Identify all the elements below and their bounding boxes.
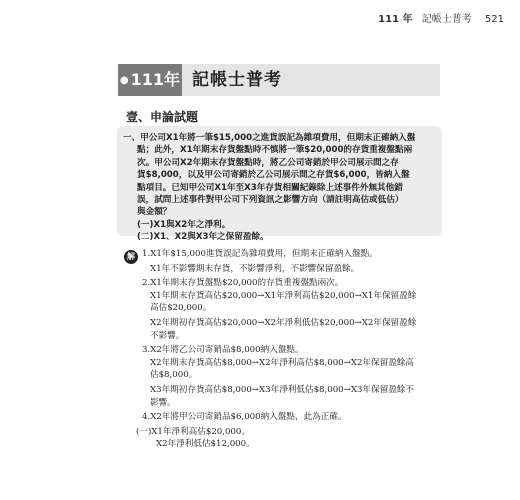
question-line: 貨$8,000，以及甲公司寄銷於乙公司展示間之存貨$6,000，皆納入盤 bbox=[137, 170, 410, 181]
question-line: 誤，試問上述事件對甲公司下列資訊之影響方向（請註明高估或低估） bbox=[137, 195, 404, 206]
answer-line: 不影響。 bbox=[150, 330, 185, 341]
answer-body bbox=[136, 248, 442, 451]
question-box bbox=[117, 126, 442, 243]
question-line: 一、甲公司X1年將一筆$15,000之進貨誤記為雜項費用，但期末正確納入盤 bbox=[123, 133, 416, 143]
question-line: 點；此外，X1年期末存貨盤點時不慎將一筆$20,000的存貨重複盤點兩 bbox=[137, 145, 413, 156]
answer-line: X1年不影響期末存貨，不影響淨利，不影響保留盈餘。 bbox=[150, 263, 360, 274]
answer-line: 影響。 bbox=[150, 397, 176, 408]
answer-line: X2年期末存貨高估$8,000→X2年淨利高估$8,000→X2年保留盈餘高 bbox=[150, 357, 414, 368]
title-year-badge bbox=[118, 64, 182, 96]
answer-line: 3.X2年將乙公司寄銷品$8,000納入盤點。 bbox=[142, 345, 304, 356]
answer-line: X3年期初存貨高估$8,000→X3年淨利低估$8,000→X3年保留盈餘不 bbox=[150, 384, 414, 395]
answer-badge: 解 bbox=[124, 250, 138, 264]
running-header-subject: 記帳士普考 bbox=[421, 14, 472, 25]
running-header bbox=[378, 10, 504, 25]
page-title: 記帳士普考 bbox=[192, 70, 282, 90]
page-number: 521 bbox=[484, 14, 504, 25]
question-line: 次。甲公司X2年期末存貨盤點時，將乙公司寄銷於甲公司展示間之存 bbox=[137, 157, 399, 168]
answer-sub-item: (一)X1年淨利高估$20,000。 bbox=[136, 426, 250, 437]
answer-line: X2年淨利低估$12,000。 bbox=[156, 439, 255, 450]
bullet-dot-icon: ● bbox=[119, 74, 129, 86]
answer-line: X1年期末存貨高估$20,000→X1年淨利高估$20,000→X1年保留盈餘 bbox=[150, 290, 417, 301]
section-heading: 壹、申論試題 bbox=[126, 110, 199, 124]
question-line: 與金額？ bbox=[137, 207, 172, 218]
running-header-year: 111 年 bbox=[378, 14, 413, 25]
answer-line: 高估$20,000。 bbox=[150, 303, 212, 314]
question-sub-item: (一)X1與X2年之淨利。 bbox=[137, 219, 231, 230]
answer-line: 4.X2年將甲公司寄銷品$6,000納入盤點，此為正確。 bbox=[142, 412, 347, 423]
title-year: 111年 bbox=[130, 70, 181, 89]
question-line: 點項目。已知甲公司X1年至X3年存貨相關紀錄除上述事件外無其他錯 bbox=[137, 182, 403, 193]
answer-line: 2.X1年期末存貨盤點$20,000的存貨重複盤點兩次。 bbox=[142, 278, 344, 289]
answer-line: 1.X1年$15,000進貨誤記為雜項費用，但期末正確納入盤點。 bbox=[142, 249, 378, 259]
answer-line: X2年期初存貨高估$20,000→X2年淨利低估$20,000→X2年保留盈餘 bbox=[150, 317, 417, 328]
question-sub-item: (二)X1、X2與X3年之保留盈餘。 bbox=[137, 232, 269, 243]
answer-line: 估$8,000。 bbox=[150, 370, 198, 381]
